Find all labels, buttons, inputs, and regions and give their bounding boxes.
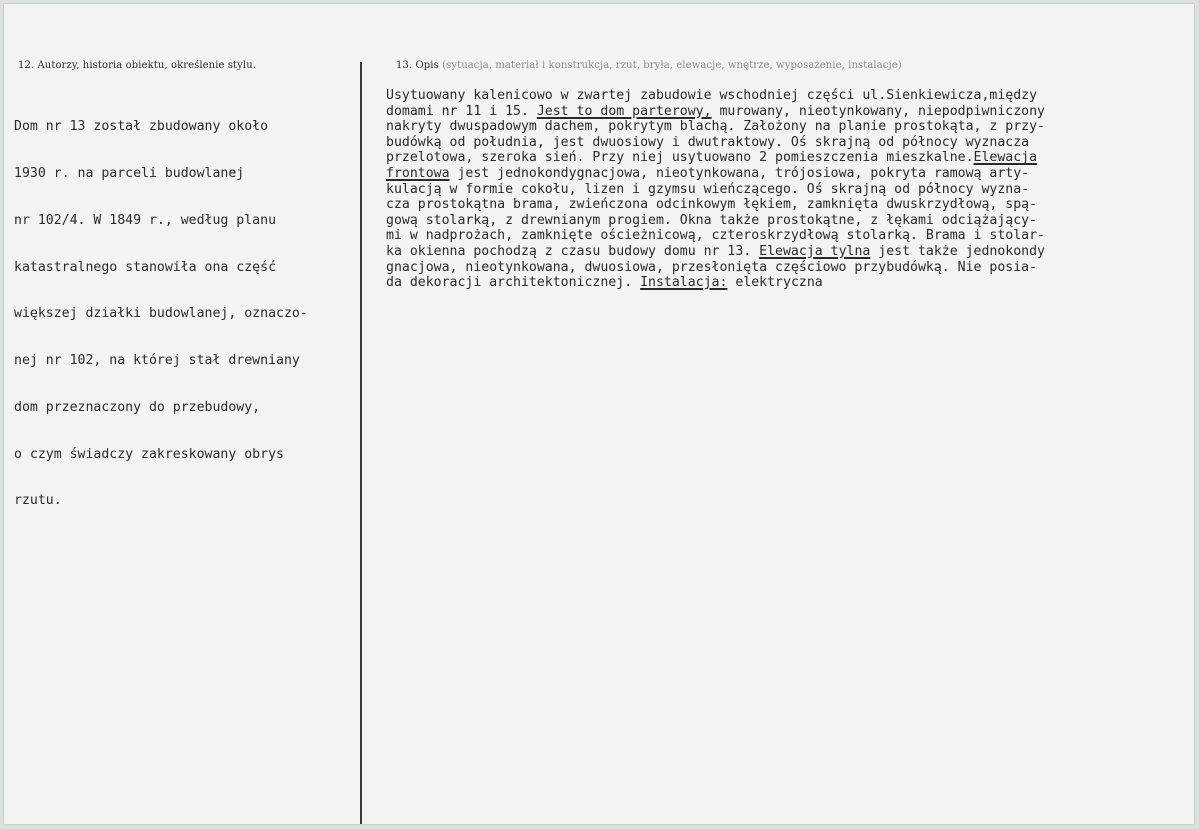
section-12-line: dom przeznaczony do przebudowy, [14, 399, 261, 415]
section-13-line [386, 213, 1045, 229]
section-13-line [386, 228, 1045, 244]
section-13-line [386, 88, 1045, 104]
text-segment: gową stolarką, z drewnianym progiem. Okna także prostokątne, z łękami odciążający- [386, 212, 1038, 228]
section-13-line [386, 275, 1045, 291]
section-13-line [386, 104, 1045, 120]
column-divider [360, 62, 362, 824]
section-13-text [386, 88, 1045, 291]
underlined-term: Jest to dom parterowy, [536, 103, 712, 119]
section-12-line: 1930 r. na parceli budowlanej [14, 165, 245, 181]
section-12-text [14, 88, 308, 525]
section-12-line: Dom nr 13 został zbudowany około [14, 119, 269, 135]
section-13-line [386, 260, 1045, 276]
text-segment: elektryczna [727, 275, 823, 291]
section-13-line [386, 166, 1045, 182]
text-segment: murowany, nieotynkowany, niepodpiwniczony [711, 103, 1045, 119]
section-13-line [386, 197, 1045, 213]
text-segment: jest także jednokondy [870, 243, 1045, 259]
section-13-header-detail: (sytuacja, materiał i konstrukcja, rzut, bryła, elewacje, wnętrze, wyposażenie, instalacje) [442, 60, 902, 71]
text-segment: kulacją w formie cokołu, lizen i gzymsu wieńczącego. Oś skrajną od północy wyzna- [386, 181, 1030, 197]
section-13-header [396, 60, 902, 71]
text-segment: jest jednokondygnacjowa, nieotynkowana, trójosiowa, pokryta ramową arty- [449, 165, 1030, 181]
text-segment: mi w nadprożach, zamknięte ościeżnicową, czteroskrzydłową stolarką. Brama i stolar- [386, 228, 1045, 244]
text-segment: przelotowa, szeroka sień. Przy niej usytuowano 2 pomieszczenia mieszkalne. [386, 150, 974, 166]
section-13-line [386, 135, 1045, 151]
text-segment: ka okienna pochodzą z czasu budowy domu nr 13. [386, 243, 760, 259]
section-12-line: rzutu. [14, 493, 62, 509]
section-12-line: większej działki budowlanej, oznaczo- [14, 306, 308, 322]
text-segment: da dekoracji architektonicznej. [386, 275, 641, 291]
text-segment: Usytuowany kalenicowo w zwartej zabudowie wschodniej części ul.Sienkiewicza,między [386, 88, 1038, 103]
underlined-term: Instalacja: [640, 275, 728, 291]
underlined-term: frontowa [386, 165, 450, 181]
underlined-term: Elewacja tylna [759, 243, 871, 259]
section-12-line: nr 102/4. W 1849 r., według planu [14, 212, 277, 228]
text-segment: cza prostokątna brama, zwieńczona odcinkowym łękiem, zamknięta dwuskrzydłową, spą- [386, 197, 1038, 213]
section-12-header: 12. Autorzy, historia obiektu, określenie stylu. [18, 60, 257, 71]
section-13-line [386, 182, 1045, 198]
section-13-header-number: 13. Opis [396, 60, 439, 71]
section-13-line [386, 244, 1045, 260]
section-12-line: o czym świadczy zakreskowany obrys [14, 446, 284, 462]
text-segment: nakryty dwuspadowym dachem, pokrytym blachą. Założony na planie prostokąta, z przy- [386, 119, 1045, 135]
section-13-line [386, 119, 1045, 135]
underlined-term: Elewacja [973, 150, 1038, 166]
section-12-line: katastralnego stanowiła ona część [14, 259, 277, 275]
text-segment: domami nr 11 i 15. [386, 103, 537, 119]
text-segment: budówką od południa, jest dwuosiowy i dwutraktowy. Oś skrajną od północy wyznacza [386, 134, 1030, 150]
section-13-line [386, 150, 1045, 166]
section-12-line: nej nr 102, na której stał drewniany [14, 353, 300, 369]
text-segment: gnacjowa, nieotynkowana, dwuosiowa, przesłonięta częściowo przybudówką. Nie posia- [386, 259, 1038, 275]
